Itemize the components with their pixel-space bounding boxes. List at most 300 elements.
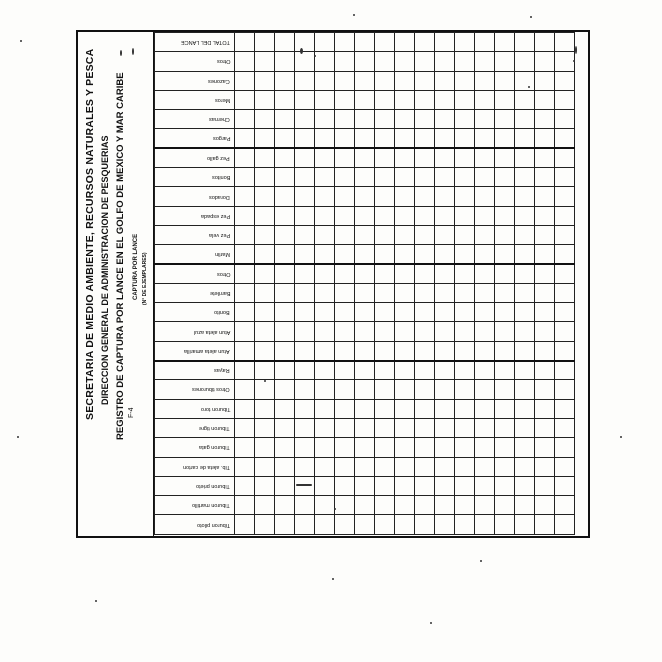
entry-cell[interactable] [555, 418, 575, 437]
entry-cell[interactable] [475, 438, 495, 457]
entry-cell[interactable] [255, 361, 275, 380]
entry-cell[interactable] [235, 245, 255, 264]
entry-cell[interactable] [415, 33, 435, 52]
entry-cell[interactable] [515, 418, 535, 437]
entry-cell[interactable] [235, 322, 255, 341]
entry-cell[interactable] [495, 148, 515, 167]
entry-cell[interactable] [395, 52, 415, 71]
entry-cell[interactable] [415, 457, 435, 476]
entry-cell[interactable] [335, 515, 355, 534]
entry-cell[interactable] [315, 129, 335, 148]
entry-cell[interactable] [295, 303, 315, 322]
entry-cell[interactable] [335, 399, 355, 418]
entry-cell[interactable] [435, 380, 455, 399]
entry-cell[interactable] [435, 418, 455, 437]
entry-cell[interactable] [375, 168, 395, 187]
entry-cell[interactable] [315, 264, 335, 283]
entry-cell[interactable] [375, 283, 395, 302]
entry-cell[interactable] [495, 496, 515, 515]
entry-cell[interactable] [475, 33, 495, 52]
entry-cell[interactable] [275, 380, 295, 399]
entry-cell[interactable] [415, 71, 435, 90]
entry-cell[interactable] [275, 148, 295, 167]
entry-cell[interactable] [375, 476, 395, 495]
entry-cell[interactable] [255, 225, 275, 244]
entry-cell[interactable] [275, 52, 295, 71]
entry-cell[interactable] [455, 110, 475, 129]
entry-cell[interactable] [375, 52, 395, 71]
entry-cell[interactable] [375, 496, 395, 515]
entry-cell[interactable] [475, 129, 495, 148]
entry-cell[interactable] [235, 418, 255, 437]
entry-cell[interactable] [555, 71, 575, 90]
entry-cell[interactable] [535, 457, 555, 476]
entry-cell[interactable] [315, 187, 335, 206]
entry-cell[interactable] [355, 399, 375, 418]
entry-cell[interactable] [275, 264, 295, 283]
entry-cell[interactable] [355, 303, 375, 322]
entry-cell[interactable] [375, 264, 395, 283]
entry-cell[interactable] [535, 187, 555, 206]
entry-cell[interactable] [275, 496, 295, 515]
entry-cell[interactable] [555, 245, 575, 264]
entry-cell[interactable] [255, 148, 275, 167]
entry-cell[interactable] [255, 399, 275, 418]
entry-cell[interactable] [415, 418, 435, 437]
entry-cell[interactable] [515, 361, 535, 380]
entry-cell[interactable] [475, 303, 495, 322]
entry-cell[interactable] [235, 110, 255, 129]
entry-cell[interactable] [335, 129, 355, 148]
entry-cell[interactable] [295, 438, 315, 457]
entry-cell[interactable] [235, 399, 255, 418]
entry-cell[interactable] [355, 187, 375, 206]
entry-cell[interactable] [535, 33, 555, 52]
entry-cell[interactable] [235, 496, 255, 515]
entry-cell[interactable] [435, 52, 455, 71]
entry-cell[interactable] [255, 168, 275, 187]
entry-cell[interactable] [495, 168, 515, 187]
entry-cell[interactable] [335, 418, 355, 437]
entry-cell[interactable] [315, 457, 335, 476]
entry-cell[interactable] [515, 264, 535, 283]
entry-cell[interactable] [315, 399, 335, 418]
entry-cell[interactable] [495, 264, 515, 283]
entry-cell[interactable] [335, 33, 355, 52]
entry-cell[interactable] [455, 283, 475, 302]
entry-cell[interactable] [555, 303, 575, 322]
entry-cell[interactable] [335, 245, 355, 264]
entry-cell[interactable] [455, 438, 475, 457]
entry-cell[interactable] [275, 71, 295, 90]
entry-cell[interactable] [355, 225, 375, 244]
entry-cell[interactable] [515, 438, 535, 457]
entry-cell[interactable] [455, 148, 475, 167]
entry-cell[interactable] [535, 476, 555, 495]
entry-cell[interactable] [315, 476, 335, 495]
entry-cell[interactable] [555, 187, 575, 206]
entry-cell[interactable] [375, 33, 395, 52]
entry-cell[interactable] [475, 496, 495, 515]
entry-cell[interactable] [295, 418, 315, 437]
entry-cell[interactable] [455, 322, 475, 341]
entry-cell[interactable] [395, 129, 415, 148]
entry-cell[interactable] [395, 303, 415, 322]
entry-cell[interactable] [495, 33, 515, 52]
entry-cell[interactable] [295, 225, 315, 244]
entry-cell[interactable] [475, 283, 495, 302]
entry-cell[interactable] [455, 418, 475, 437]
entry-cell[interactable] [395, 399, 415, 418]
entry-cell[interactable] [535, 148, 555, 167]
entry-cell[interactable] [355, 418, 375, 437]
entry-cell[interactable] [555, 438, 575, 457]
entry-cell[interactable] [255, 264, 275, 283]
entry-cell[interactable] [315, 341, 335, 360]
entry-cell[interactable] [395, 322, 415, 341]
entry-cell[interactable] [435, 283, 455, 302]
entry-cell[interactable] [435, 264, 455, 283]
entry-cell[interactable] [315, 303, 335, 322]
entry-cell[interactable] [235, 168, 255, 187]
entry-cell[interactable] [475, 457, 495, 476]
entry-cell[interactable] [255, 303, 275, 322]
entry-cell[interactable] [255, 33, 275, 52]
entry-cell[interactable] [535, 264, 555, 283]
entry-cell[interactable] [475, 245, 495, 264]
entry-cell[interactable] [255, 515, 275, 534]
entry-cell[interactable] [235, 225, 255, 244]
entry-cell[interactable] [495, 476, 515, 495]
entry-cell[interactable] [415, 245, 435, 264]
entry-cell[interactable] [415, 225, 435, 244]
entry-cell[interactable] [395, 110, 415, 129]
entry-cell[interactable] [375, 438, 395, 457]
entry-cell[interactable] [515, 33, 535, 52]
entry-cell[interactable] [295, 457, 315, 476]
entry-cell[interactable] [435, 457, 455, 476]
entry-cell[interactable] [435, 399, 455, 418]
entry-cell[interactable] [515, 206, 535, 225]
entry-cell[interactable] [455, 90, 475, 109]
entry-cell[interactable] [335, 283, 355, 302]
entry-cell[interactable] [515, 90, 535, 109]
entry-cell[interactable] [475, 52, 495, 71]
entry-cell[interactable] [355, 341, 375, 360]
entry-cell[interactable] [555, 52, 575, 71]
entry-cell[interactable] [555, 515, 575, 534]
entry-cell[interactable] [255, 129, 275, 148]
entry-cell[interactable] [255, 71, 275, 90]
entry-cell[interactable] [555, 457, 575, 476]
entry-cell[interactable] [235, 187, 255, 206]
entry-cell[interactable] [255, 245, 275, 264]
entry-cell[interactable] [555, 206, 575, 225]
entry-cell[interactable] [455, 515, 475, 534]
entry-cell[interactable] [415, 496, 435, 515]
entry-cell[interactable] [315, 71, 335, 90]
entry-cell[interactable] [275, 90, 295, 109]
entry-cell[interactable] [315, 52, 335, 71]
entry-cell[interactable] [535, 380, 555, 399]
entry-cell[interactable] [535, 206, 555, 225]
entry-cell[interactable] [495, 90, 515, 109]
entry-cell[interactable] [515, 168, 535, 187]
entry-cell[interactable] [475, 71, 495, 90]
entry-cell[interactable] [415, 438, 435, 457]
entry-cell[interactable] [415, 341, 435, 360]
entry-cell[interactable] [255, 206, 275, 225]
entry-cell[interactable] [475, 206, 495, 225]
entry-cell[interactable] [275, 110, 295, 129]
entry-cell[interactable] [435, 110, 455, 129]
entry-cell[interactable] [415, 303, 435, 322]
entry-cell[interactable] [415, 322, 435, 341]
entry-cell[interactable] [515, 515, 535, 534]
entry-cell[interactable] [415, 399, 435, 418]
entry-cell[interactable] [295, 110, 315, 129]
entry-cell[interactable] [455, 225, 475, 244]
entry-cell[interactable] [275, 129, 295, 148]
entry-cell[interactable] [435, 245, 455, 264]
entry-cell[interactable] [255, 496, 275, 515]
entry-cell[interactable] [335, 361, 355, 380]
entry-cell[interactable] [395, 283, 415, 302]
entry-cell[interactable] [535, 90, 555, 109]
entry-cell[interactable] [515, 283, 535, 302]
entry-cell[interactable] [455, 361, 475, 380]
entry-cell[interactable] [335, 380, 355, 399]
entry-cell[interactable] [295, 341, 315, 360]
entry-cell[interactable] [275, 303, 295, 322]
entry-cell[interactable] [395, 438, 415, 457]
entry-cell[interactable] [515, 341, 535, 360]
entry-cell[interactable] [355, 438, 375, 457]
entry-cell[interactable] [355, 52, 375, 71]
entry-cell[interactable] [415, 90, 435, 109]
entry-cell[interactable] [415, 361, 435, 380]
entry-cell[interactable] [275, 361, 295, 380]
entry-cell[interactable] [295, 380, 315, 399]
entry-cell[interactable] [395, 361, 415, 380]
entry-cell[interactable] [235, 283, 255, 302]
entry-cell[interactable] [355, 283, 375, 302]
entry-cell[interactable] [435, 515, 455, 534]
entry-cell[interactable] [555, 33, 575, 52]
entry-cell[interactable] [315, 110, 335, 129]
entry-cell[interactable] [355, 71, 375, 90]
entry-cell[interactable] [275, 322, 295, 341]
entry-cell[interactable] [515, 399, 535, 418]
entry-cell[interactable] [455, 264, 475, 283]
entry-cell[interactable] [535, 418, 555, 437]
entry-cell[interactable] [375, 457, 395, 476]
entry-cell[interactable] [515, 225, 535, 244]
entry-cell[interactable] [315, 90, 335, 109]
entry-cell[interactable] [375, 148, 395, 167]
entry-cell[interactable] [335, 148, 355, 167]
entry-cell[interactable] [255, 90, 275, 109]
entry-cell[interactable] [535, 361, 555, 380]
entry-cell[interactable] [495, 52, 515, 71]
entry-cell[interactable] [475, 168, 495, 187]
entry-cell[interactable] [295, 187, 315, 206]
entry-cell[interactable] [475, 187, 495, 206]
entry-cell[interactable] [235, 264, 255, 283]
entry-cell[interactable] [335, 206, 355, 225]
entry-cell[interactable] [335, 476, 355, 495]
entry-cell[interactable] [395, 476, 415, 495]
entry-cell[interactable] [535, 52, 555, 71]
entry-cell[interactable] [415, 380, 435, 399]
entry-cell[interactable] [275, 418, 295, 437]
entry-cell[interactable] [255, 380, 275, 399]
entry-cell[interactable] [555, 399, 575, 418]
entry-cell[interactable] [315, 225, 335, 244]
entry-cell[interactable] [315, 168, 335, 187]
entry-cell[interactable] [275, 245, 295, 264]
entry-cell[interactable] [335, 90, 355, 109]
entry-cell[interactable] [295, 71, 315, 90]
entry-cell[interactable] [355, 457, 375, 476]
entry-cell[interactable] [415, 52, 435, 71]
entry-cell[interactable] [295, 129, 315, 148]
entry-cell[interactable] [475, 225, 495, 244]
entry-cell[interactable] [495, 380, 515, 399]
entry-cell[interactable] [555, 476, 575, 495]
entry-cell[interactable] [375, 187, 395, 206]
entry-cell[interactable] [475, 399, 495, 418]
entry-cell[interactable] [255, 187, 275, 206]
entry-cell[interactable] [295, 476, 315, 495]
entry-cell[interactable] [255, 110, 275, 129]
entry-cell[interactable] [295, 322, 315, 341]
entry-cell[interactable] [315, 148, 335, 167]
entry-cell[interactable] [535, 303, 555, 322]
entry-cell[interactable] [295, 264, 315, 283]
entry-cell[interactable] [555, 168, 575, 187]
entry-cell[interactable] [395, 515, 415, 534]
entry-cell[interactable] [455, 341, 475, 360]
entry-cell[interactable] [335, 71, 355, 90]
entry-cell[interactable] [435, 71, 455, 90]
entry-cell[interactable] [515, 457, 535, 476]
entry-cell[interactable] [315, 283, 335, 302]
entry-cell[interactable] [555, 341, 575, 360]
entry-cell[interactable] [475, 476, 495, 495]
entry-cell[interactable] [235, 129, 255, 148]
entry-cell[interactable] [235, 361, 255, 380]
entry-cell[interactable] [555, 90, 575, 109]
entry-cell[interactable] [395, 341, 415, 360]
entry-cell[interactable] [355, 264, 375, 283]
entry-cell[interactable] [495, 322, 515, 341]
entry-cell[interactable] [335, 322, 355, 341]
entry-cell[interactable] [335, 341, 355, 360]
entry-cell[interactable] [475, 515, 495, 534]
entry-cell[interactable] [255, 418, 275, 437]
entry-cell[interactable] [255, 341, 275, 360]
entry-cell[interactable] [375, 341, 395, 360]
entry-cell[interactable] [235, 148, 255, 167]
entry-cell[interactable] [515, 303, 535, 322]
entry-cell[interactable] [395, 33, 415, 52]
entry-cell[interactable] [455, 496, 475, 515]
entry-cell[interactable] [495, 187, 515, 206]
entry-cell[interactable] [475, 264, 495, 283]
entry-cell[interactable] [235, 457, 255, 476]
entry-cell[interactable] [535, 168, 555, 187]
entry-cell[interactable] [435, 33, 455, 52]
entry-cell[interactable] [355, 380, 375, 399]
entry-cell[interactable] [455, 33, 475, 52]
entry-cell[interactable] [475, 418, 495, 437]
entry-cell[interactable] [435, 187, 455, 206]
entry-cell[interactable] [395, 496, 415, 515]
entry-cell[interactable] [555, 380, 575, 399]
entry-cell[interactable] [315, 496, 335, 515]
entry-cell[interactable] [335, 52, 355, 71]
entry-cell[interactable] [375, 206, 395, 225]
entry-cell[interactable] [455, 129, 475, 148]
entry-cell[interactable] [315, 33, 335, 52]
entry-cell[interactable] [495, 399, 515, 418]
entry-cell[interactable] [275, 206, 295, 225]
entry-cell[interactable] [455, 168, 475, 187]
entry-cell[interactable] [495, 71, 515, 90]
entry-cell[interactable] [235, 303, 255, 322]
entry-cell[interactable] [535, 438, 555, 457]
entry-cell[interactable] [275, 225, 295, 244]
entry-cell[interactable] [315, 206, 335, 225]
entry-cell[interactable] [415, 129, 435, 148]
entry-cell[interactable] [515, 322, 535, 341]
entry-cell[interactable] [395, 264, 415, 283]
entry-cell[interactable] [535, 245, 555, 264]
entry-cell[interactable] [335, 457, 355, 476]
entry-cell[interactable] [475, 322, 495, 341]
entry-cell[interactable] [235, 71, 255, 90]
entry-cell[interactable] [275, 187, 295, 206]
entry-cell[interactable] [335, 264, 355, 283]
entry-cell[interactable] [415, 264, 435, 283]
entry-cell[interactable] [355, 148, 375, 167]
entry-cell[interactable] [235, 476, 255, 495]
entry-cell[interactable] [335, 496, 355, 515]
entry-cell[interactable] [515, 380, 535, 399]
entry-cell[interactable] [515, 496, 535, 515]
entry-cell[interactable] [275, 399, 295, 418]
entry-cell[interactable] [555, 496, 575, 515]
entry-cell[interactable] [275, 515, 295, 534]
entry-cell[interactable] [235, 33, 255, 52]
entry-cell[interactable] [495, 225, 515, 244]
entry-cell[interactable] [535, 515, 555, 534]
entry-cell[interactable] [295, 496, 315, 515]
entry-cell[interactable] [495, 303, 515, 322]
entry-cell[interactable] [535, 399, 555, 418]
entry-cell[interactable] [255, 438, 275, 457]
entry-cell[interactable] [495, 110, 515, 129]
entry-cell[interactable] [455, 457, 475, 476]
entry-cell[interactable] [355, 129, 375, 148]
entry-cell[interactable] [375, 361, 395, 380]
entry-cell[interactable] [355, 322, 375, 341]
entry-cell[interactable] [455, 476, 475, 495]
entry-cell[interactable] [355, 33, 375, 52]
entry-cell[interactable] [515, 110, 535, 129]
entry-cell[interactable] [255, 457, 275, 476]
